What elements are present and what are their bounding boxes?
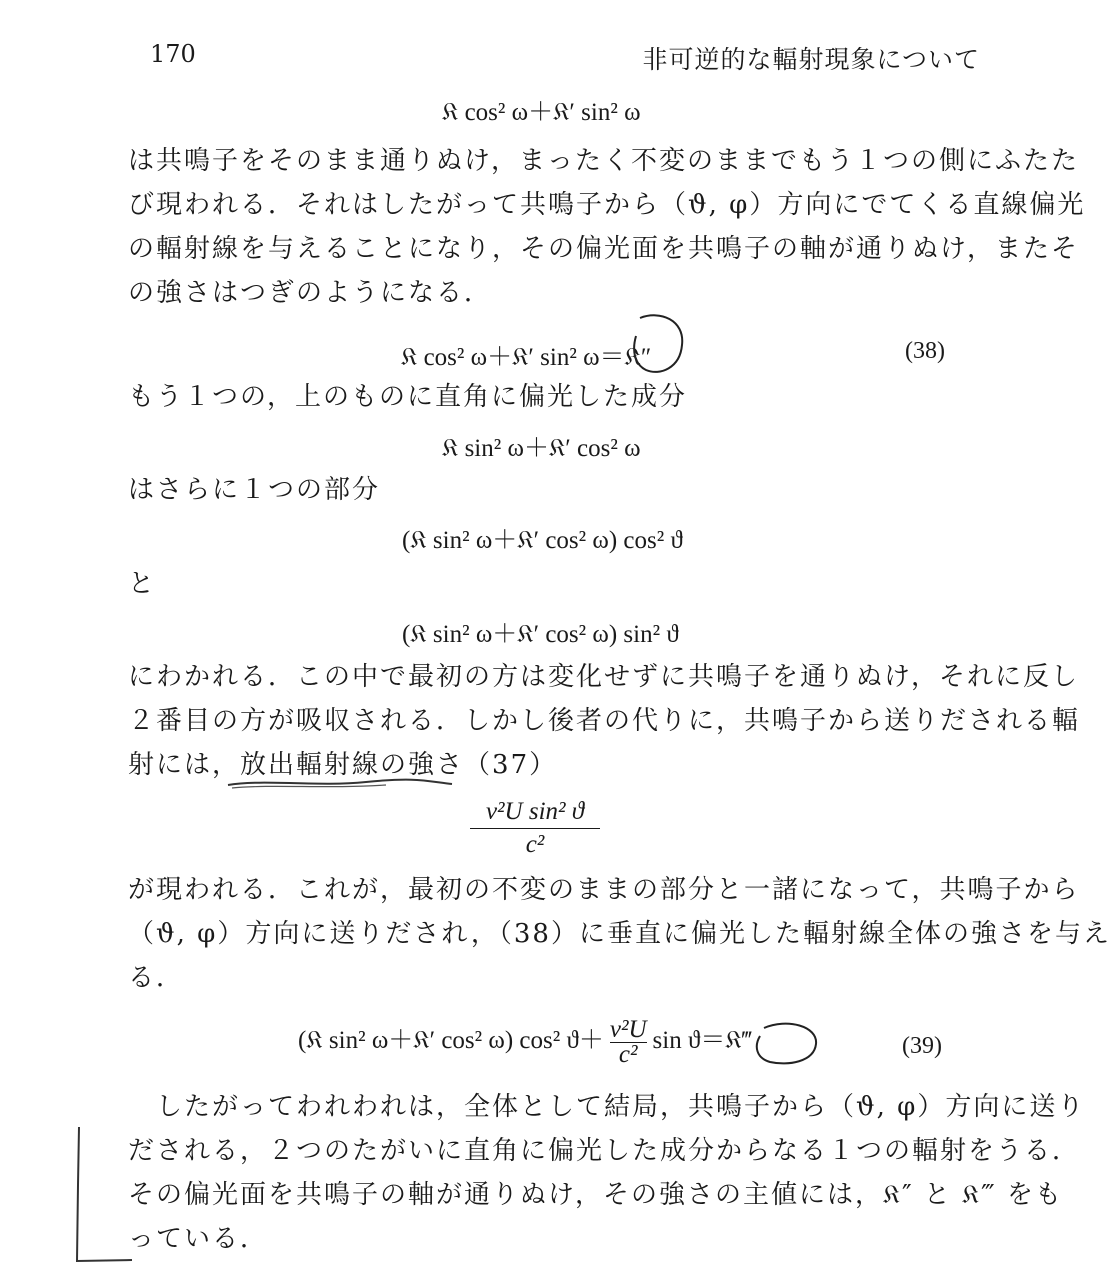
fraction-numerator: ν²U sin² ϑ xyxy=(470,798,600,829)
text-line: び現われる．それはしたがって共鳴子から（ϑ, φ）方向にでてくる直線偏光 xyxy=(128,190,1086,220)
equation-38: 𝔎 cos² ω＋𝔎′ sin² ω＝𝔎″ xyxy=(401,344,652,371)
paragraph-6 xyxy=(128,868,1111,1000)
text-span: 射には， xyxy=(128,750,241,780)
running-head: 非可逆的な輻射現象について xyxy=(642,45,980,74)
paragraph-5 xyxy=(128,655,1081,787)
text-line: の強さはつぎのようになる． xyxy=(128,278,493,308)
paragraph-1 xyxy=(128,139,1086,315)
equation-number-38: (38) xyxy=(905,338,945,364)
text-line: は共鳴子をそのまま通りぬけ，まったく不変のままでもう１つの側にふたた xyxy=(128,146,1079,176)
pencil-circle-39 xyxy=(752,1018,822,1068)
text-line: にわかれる．この中で最初の方は変化せずに共鳴子を通りぬけ，それに反し xyxy=(128,662,1079,692)
eq39-left: (𝔎 sin² ω＋𝔎′ cos² ω) cos² ϑ＋ xyxy=(298,1027,604,1055)
text-line: と xyxy=(128,569,157,599)
text-span: （37） xyxy=(464,750,558,780)
text-line: もう１つの，上のものに直角に偏光した成分 xyxy=(128,382,687,412)
equation-39 xyxy=(298,1018,752,1067)
page-number: 170 xyxy=(150,40,196,68)
text-line: が現われる．これが，最初の不変のままの部分と一諸になって，共鳴子から xyxy=(128,875,1080,905)
text-line: だされる，２つのたがいに直角に偏光した成分からなる１つの輻射をうる． xyxy=(128,1136,1081,1166)
paragraph-2 xyxy=(128,375,983,419)
equation-sin: (𝔎 sin² ω＋𝔎′ cos² ω) sin² ϑ xyxy=(402,621,679,648)
text-line: したがってわれわれは，全体として結局，共鳴子から（ϑ, φ）方向に送り xyxy=(128,1092,1086,1122)
text-line xyxy=(128,743,983,787)
text-line: その偏光面を共鳴子の軸が通りぬけ，その強さの主値には，𝔎″ と 𝔎‴ をも xyxy=(128,1180,1063,1210)
fraction-denominator: c² xyxy=(525,831,545,858)
text-line: はさらに１つの部分 xyxy=(128,475,381,505)
fraction-numerator: ν²U xyxy=(609,1016,647,1043)
text-line: （ϑ, φ）方向に送りだされ，（38）に垂直に偏光した輻射線全体の強さを与え xyxy=(128,919,1111,949)
paragraph-4 xyxy=(128,562,983,606)
paragraph-3 xyxy=(128,468,983,512)
text-line: ２番目の方が吸収される．しかし後者の代りに，共鳴子から送りだされる輻 xyxy=(128,706,1081,736)
eq39-fraction xyxy=(610,1018,647,1067)
fraction-denominator: c² xyxy=(618,1041,638,1068)
equation-top: 𝔎 cos² ω＋𝔎′ sin² ω xyxy=(442,99,641,126)
underlined-phrase: 放出輻射線の強さ xyxy=(240,750,465,780)
equation-number-39: (39) xyxy=(902,1033,942,1059)
eq39-right: sin ϑ＝𝔎‴ xyxy=(652,1027,753,1055)
paragraph-7 xyxy=(128,1085,1086,1261)
equation-cos: (𝔎 sin² ω＋𝔎′ cos² ω) cos² ϑ xyxy=(402,527,683,554)
text-line: の輻射線を与えることになり，その偏光面を共鳴子の軸が通りぬけ，またそ xyxy=(128,234,1079,264)
text-line: る． xyxy=(128,963,185,993)
fraction-emission xyxy=(470,798,600,859)
text-line: っている． xyxy=(128,1224,269,1254)
equation-mid: 𝔎 sin² ω＋𝔎′ cos² ω xyxy=(442,435,641,462)
